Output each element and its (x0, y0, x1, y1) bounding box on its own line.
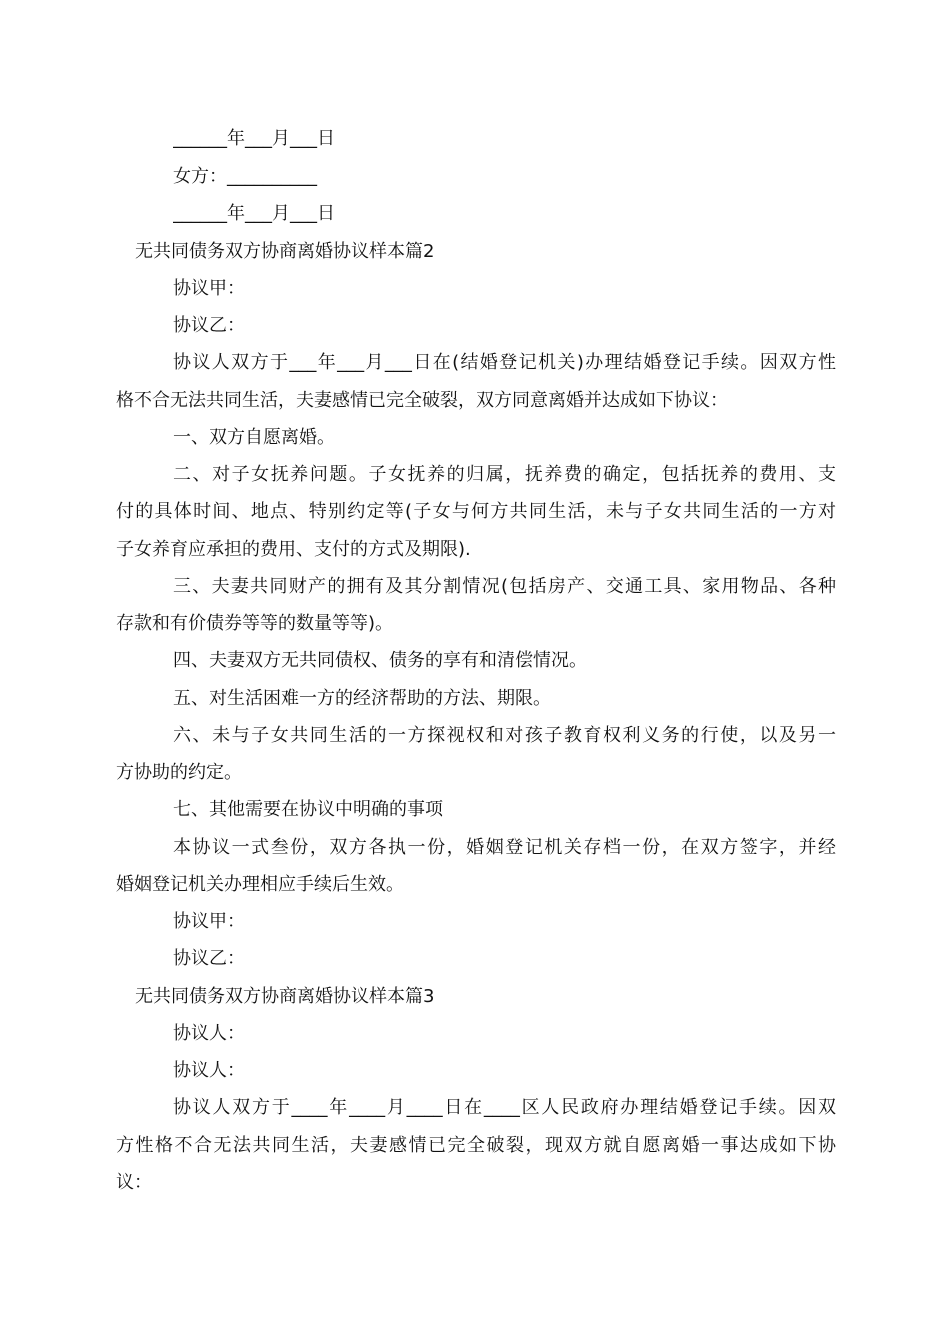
party-a-signature: 协议甲： (173, 911, 245, 932)
clause-2-line: 付的具体时间、地点、特别约定等(子女与何方共同生活，未与子女共同生活的一方对 (116, 501, 836, 522)
section-heading-2: 无共同债务双方协商离婚协议样本篇2 (135, 241, 435, 262)
party-b-label: 协议乙： (173, 315, 245, 336)
clause-6-line: 方协助的约定。 (116, 762, 242, 783)
clause-6-line: 六、未与子女共同生活的一方探视权和对孩子教育权利义务的行使，以及另一 (173, 725, 836, 746)
clause-7: 七、其他需要在协议中明确的事项 (173, 799, 443, 820)
clause-5: 五、对生活困难一方的经济帮助的方法、期限。 (173, 688, 551, 709)
clause-2-line: 子女养育应承担的费用、支付的方式及期限). (116, 539, 471, 560)
paragraph-line: 格不合无法共同生活，夫妻感情已完全破裂，双方同意离婚并达成如下协议： (116, 390, 728, 411)
female-party-line: 女方：__________ (173, 166, 317, 187)
paragraph-line: 议： (116, 1172, 152, 1193)
closing-paragraph-line: 婚姻登记机关办理相应手续后生效。 (116, 874, 404, 895)
date-line-1: ______年___月___日 (173, 128, 335, 149)
date-line-2: ______年___月___日 (173, 203, 335, 224)
clause-3-line: 三、夫妻共同财产的拥有及其分割情况(包括房产、交通工具、家用物品、各种 (173, 576, 836, 597)
section-heading-3: 无共同债务双方协商离婚协议样本篇3 (135, 986, 435, 1007)
clause-3-line: 存款和有价债券等等的数量等等)。 (116, 613, 394, 634)
paragraph-line: 协议人双方于___年___月___日在(结婚登记机关)办理结婚登记手续。因双方性 (173, 352, 836, 373)
paragraph-line: 协议人双方于____年____月____日在____区人民政府办理结婚登记手续。因双 (173, 1097, 836, 1118)
clause-2-line: 二、对子女抚养问题。子女抚养的归属，抚养费的确定，包括抚养的费用、支 (173, 464, 836, 485)
party-label: 协议人： (173, 1060, 245, 1081)
party-b-signature: 协议乙： (173, 948, 245, 969)
clause-1: 一、双方自愿离婚。 (173, 427, 335, 448)
party-label: 协议人： (173, 1023, 245, 1044)
closing-paragraph-line: 本协议一式叁份，双方各执一份，婚姻登记机关存档一份，在双方签字，并经 (173, 837, 836, 858)
clause-4: 四、夫妻双方无共同债权、债务的享有和清偿情况。 (173, 650, 587, 671)
party-a-label: 协议甲： (173, 278, 245, 299)
paragraph-line: 方性格不合无法共同生活，夫妻感情已完全破裂，现双方就自愿离婚一事达成如下协 (116, 1135, 836, 1156)
